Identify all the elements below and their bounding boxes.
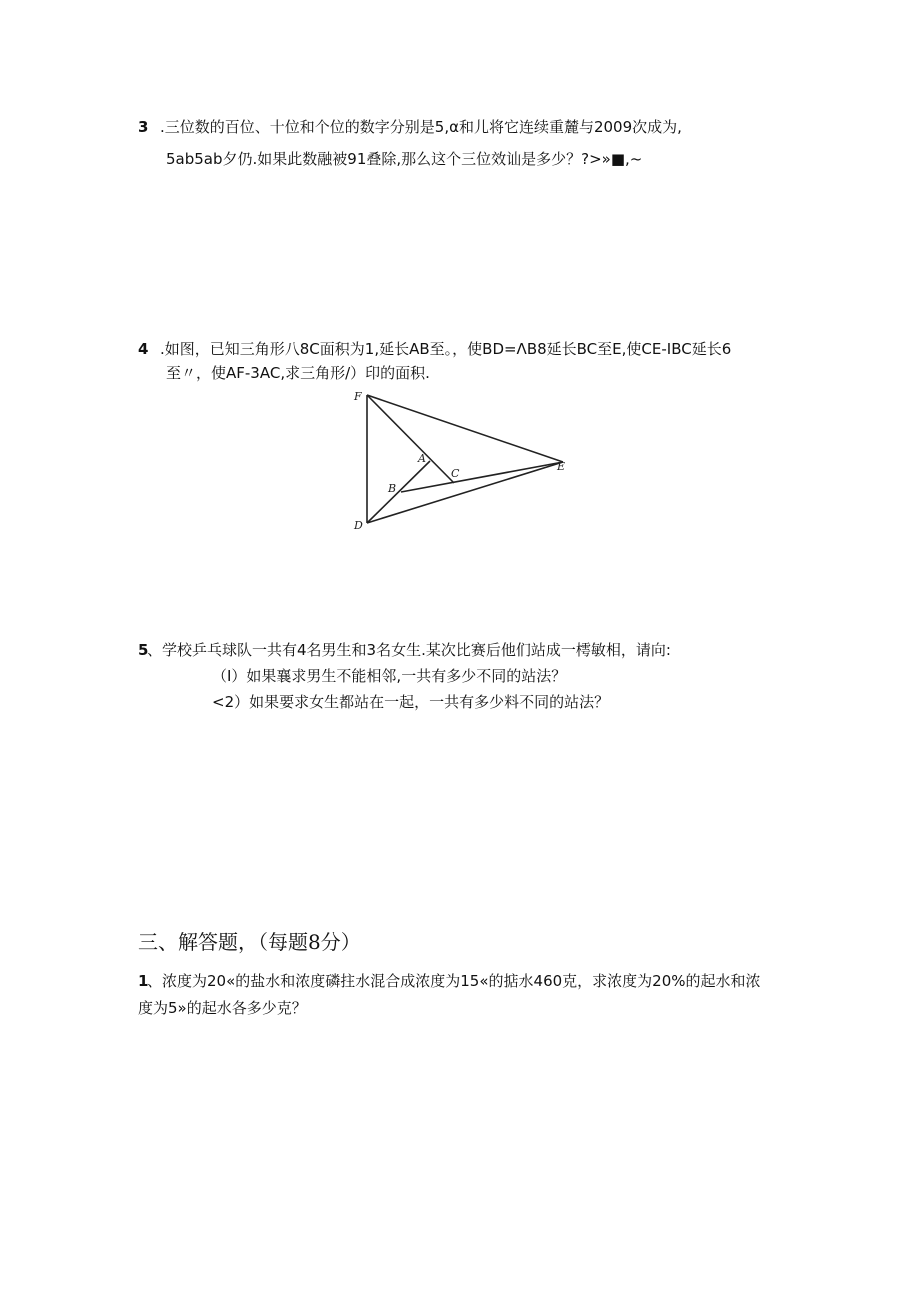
triangle-figure [346,388,578,534]
question-text-line: 、学校乒乓球队一共有4名男生和3名女生.某次比赛后他们站成一樗敏相，请向: [147,641,671,659]
question-text-line: 度为5»的起水各多少克？ [138,999,307,1017]
question-number: 1 [138,972,149,990]
question-number: 5 [138,641,149,659]
question-number: 4 [138,340,149,358]
segment-fc [367,395,454,483]
question-text-line: 至〃，使AF-3AC,求三角形/）印的面积. [166,364,430,382]
sub-question-1: （I）如果襄求男生不能相邻,一共有多少不同的站法？ [212,667,567,685]
question-number: 3 [138,118,149,136]
point-label-b: B [388,482,397,495]
sub-question-2: <2）如果要求女生都站在一起，一共有多少料不同的站法？ [212,693,610,711]
question-text-line: .如图，已知三角形八8C面积为1,延长AB至。，使BD=ΛB8延长BC至E,使CE-IBC延长6 [160,340,732,358]
point-label-c: C [451,467,460,480]
point-label-d: D [354,519,363,532]
segment-fe [367,395,563,462]
section-heading: 三、解答题，（每题8分） [138,930,361,954]
point-label-a: A [418,452,426,465]
point-label-f: F [354,390,362,403]
point-label-e: E [557,460,566,473]
question-text-line: .三位数的百位、十位和个位的数字分别是5,α和儿将它连续重麓与2009次成为, [160,118,682,136]
segment-de [367,460,566,523]
question-text-line: 、浓度为20«的盐水和浓度磷拄水混合成浓度为15«的掂水460克，求浓度为20%的起水和浓 [147,972,761,990]
question-text-line: 5ab5ab夕仍.如果此数融被91叠除,那么这个三位效讪是多少？?>»■,~ [166,150,643,168]
triangle-diagram [346,388,578,534]
